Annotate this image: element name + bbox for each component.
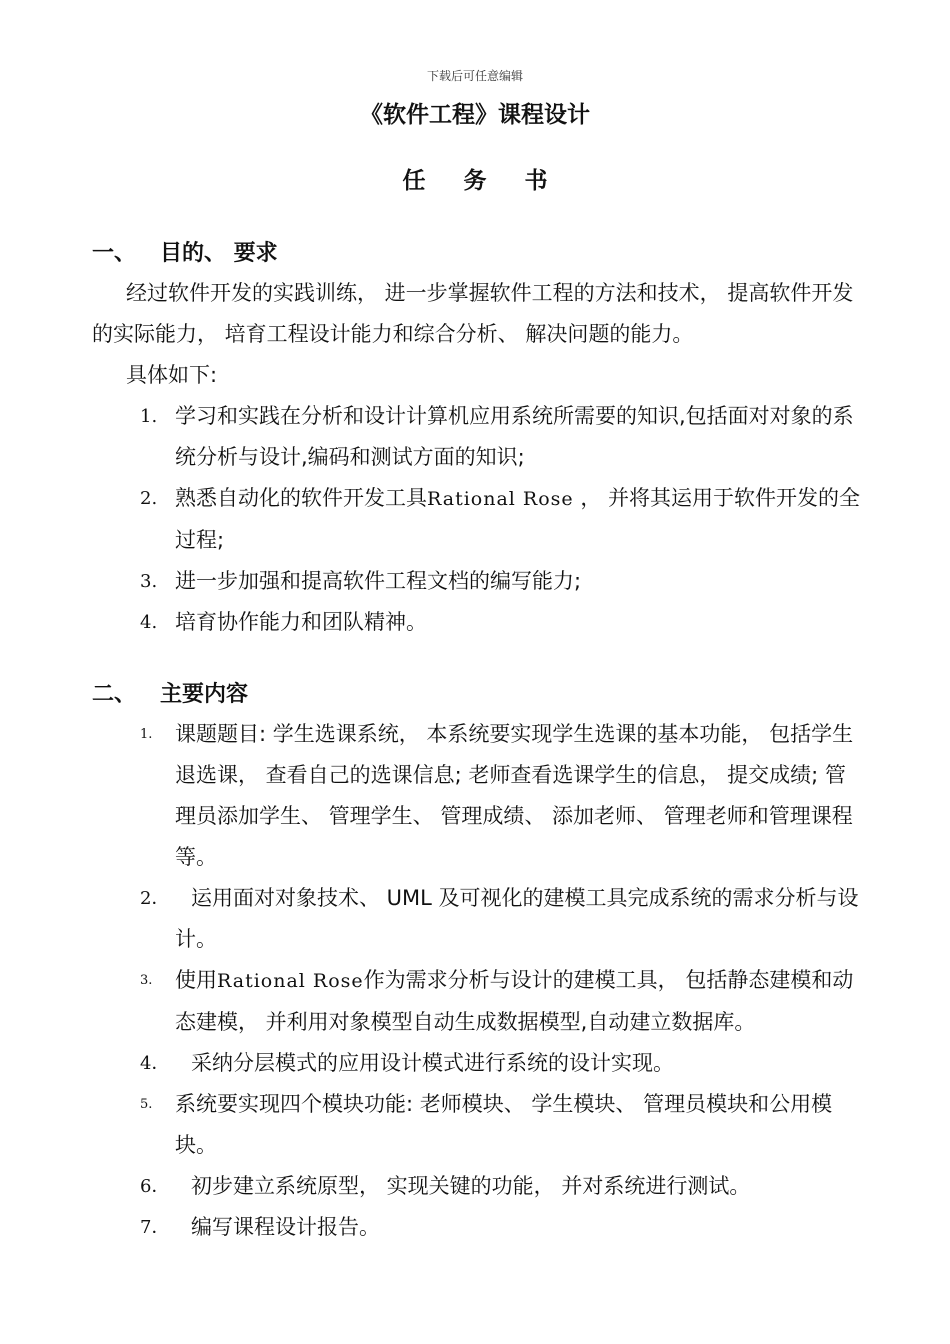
list-marker: 3. bbox=[140, 571, 158, 592]
tool-name: Rational Rose bbox=[217, 970, 364, 992]
list-item-text: 学习和实践在分析和设计计算机应用系统所需要的知识,包括面对对象的系统分析与设计,编码和测试方面的知识; bbox=[175, 404, 854, 469]
section1-intro bbox=[92, 355, 864, 396]
list-item bbox=[140, 1084, 864, 1166]
list-item bbox=[140, 878, 864, 960]
list-marker: 7． bbox=[140, 1217, 170, 1238]
list-item-text: 系统要实现四个模块功能: 老师模块、 学生模块、 管理员模块和公用模块。 bbox=[175, 1092, 833, 1157]
list-item bbox=[140, 478, 864, 561]
list-item bbox=[140, 960, 864, 1043]
list-item bbox=[140, 1207, 864, 1248]
subtitle-char: 任 bbox=[402, 168, 426, 194]
section1-number: 一、 bbox=[92, 241, 137, 266]
list-item bbox=[140, 714, 864, 878]
list-item bbox=[140, 396, 864, 478]
list-marker: 1. bbox=[140, 406, 158, 427]
list-item bbox=[140, 1166, 864, 1207]
list-item-text: 作为需求分析与设计的建模工具， 包括静态建模和动态建模， 并利用对象模型自动生成数据模型,自动建立数据库。 bbox=[175, 968, 854, 1034]
list-marker: 6． bbox=[140, 1176, 170, 1197]
list-item bbox=[140, 602, 864, 643]
section2-heading bbox=[92, 677, 248, 708]
list-marker: 2. bbox=[140, 488, 158, 509]
section2-title: 主要内容 bbox=[160, 682, 249, 707]
list-marker: 4. bbox=[140, 612, 158, 633]
header-note: 下载后可任意编辑 bbox=[426, 69, 523, 83]
document-title: 《软件工程》课程设计 bbox=[360, 102, 590, 128]
list-item-text: ， 并将其运用于软件开发的全过程; bbox=[175, 486, 860, 552]
tool-name: Rational Rose bbox=[427, 488, 574, 510]
list-item bbox=[140, 561, 864, 602]
list-item-text: 运用面对对象技术、 UML 及可视化的建模工具完成系统的需求分析与设计。 bbox=[175, 886, 859, 951]
section1-paragraph-text: 经过软件开发的实践训练， 进一步掌握软件工程的方法和技术， 提高软件开发的实际能力， 培育工程设计能力和综合分析、 解决问题的能力。 bbox=[92, 281, 854, 346]
document-subtitle bbox=[0, 162, 950, 195]
list-item-text: 培育协作能力和团队精神。 bbox=[175, 610, 427, 634]
section1-list bbox=[140, 396, 864, 643]
subtitle-char: 书 bbox=[524, 168, 548, 194]
list-item-text: 初步建立系统原型， 实现关键的功能， 并对系统进行测试。 bbox=[191, 1174, 751, 1198]
list-item-text: 课题题目: 学生选课系统， 本系统要实现学生选课的基本功能， 包括学生退选课， 查看自己的选课信息; 老师查看选课学生的信息， 提交成绩; 管理员添加学生、 管理学生、 管理成绩、 添加老师、 管理老师和管理课程等。 bbox=[175, 722, 854, 869]
list-item-text: 编写课程设计报告。 bbox=[191, 1215, 380, 1239]
section2-number: 二、 bbox=[92, 682, 137, 707]
list-marker: 1. bbox=[140, 727, 153, 742]
section1-heading bbox=[92, 236, 278, 267]
list-marker: 5. bbox=[140, 1097, 153, 1112]
list-marker: 2． bbox=[140, 888, 170, 909]
list-marker: 4． bbox=[140, 1053, 170, 1074]
list-item-text: 进一步加强和提高软件工程文档的编写能力; bbox=[175, 569, 582, 593]
list-marker: 3. bbox=[140, 973, 153, 988]
list-item-text: 使用 bbox=[175, 968, 217, 992]
list-item-text: 采纳分层模式的应用设计模式进行系统的设计实现。 bbox=[191, 1051, 674, 1075]
list-item-text: 熟悉自动化的软件开发工具 bbox=[175, 486, 427, 510]
section1-paragraph bbox=[92, 273, 864, 355]
section1-intro-text: 具体如下: bbox=[126, 363, 218, 387]
list-item bbox=[140, 1043, 864, 1084]
section1-title: 目的、 要求 bbox=[160, 241, 278, 266]
subtitle-char: 务 bbox=[463, 168, 487, 194]
section2-list bbox=[140, 714, 864, 1248]
